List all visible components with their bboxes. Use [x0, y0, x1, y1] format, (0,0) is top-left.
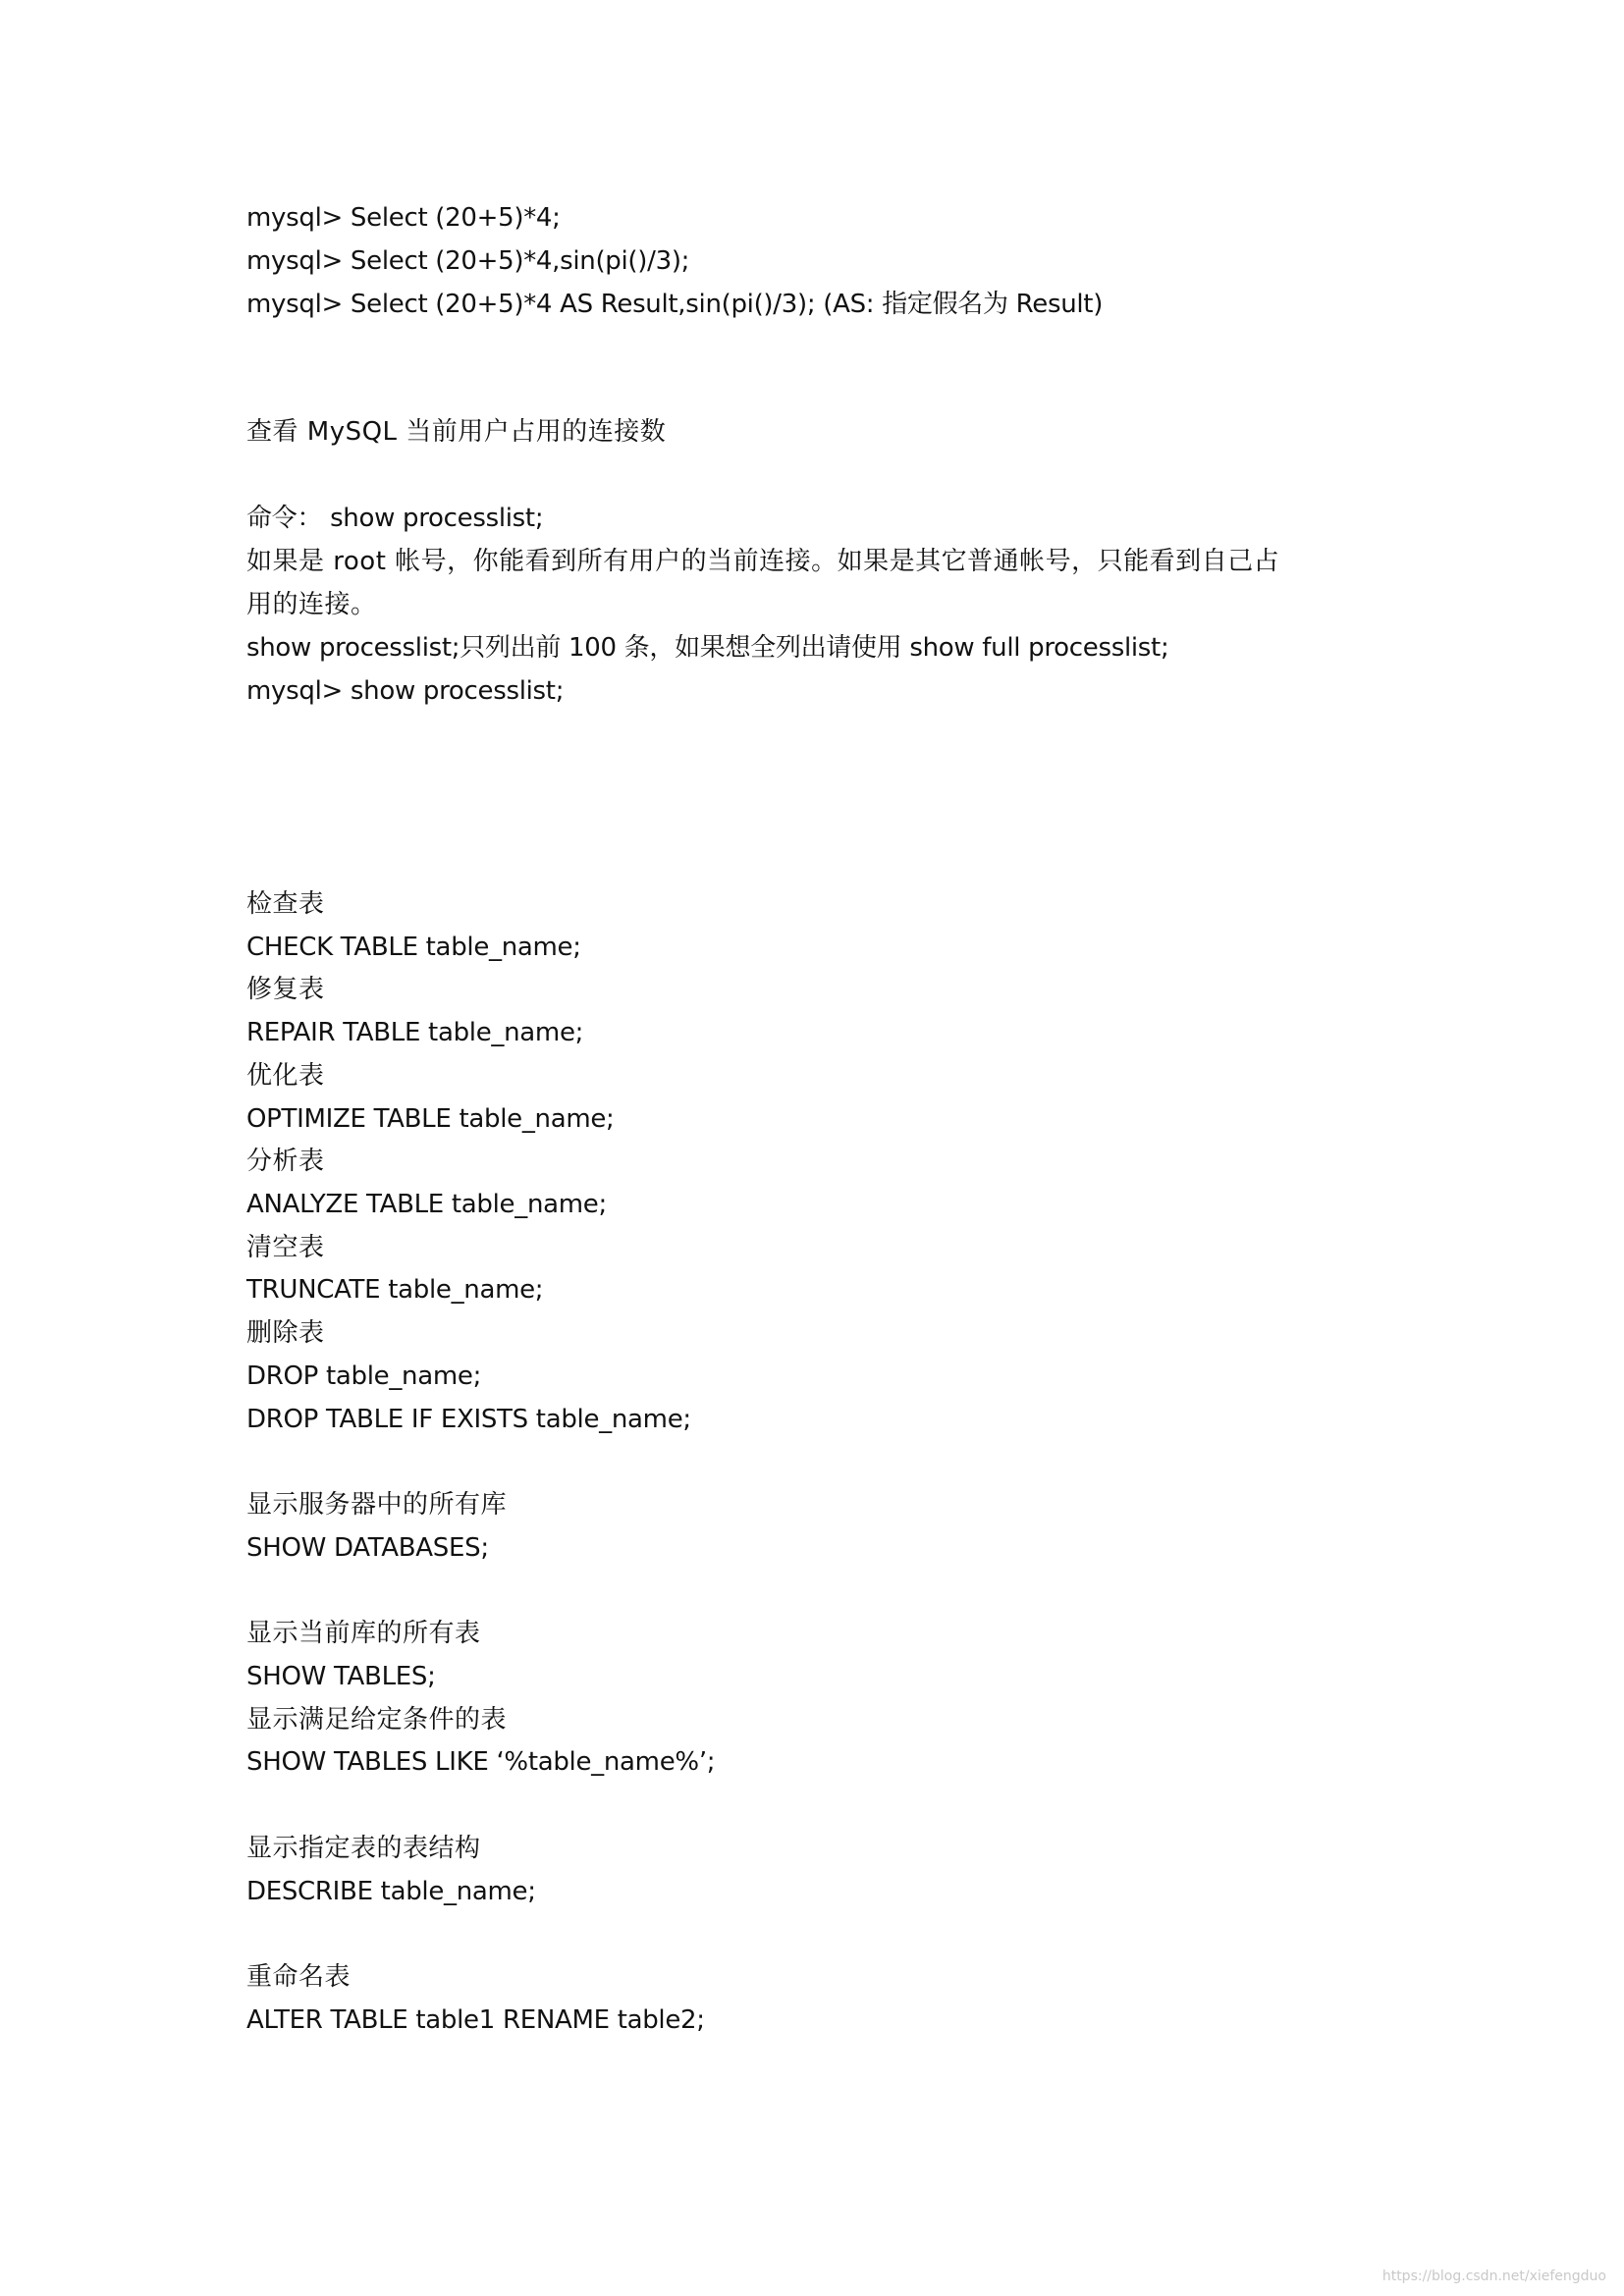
arith-line-2: mysql> Select (20+5)*4,sin(pi()/3);: [246, 246, 690, 276]
describe-label: 显示指定表的表结构: [246, 1834, 481, 1863]
show-databases-sql: SHOW DATABASES;: [246, 1533, 489, 1563]
processlist-note-3: show processlist;只列出前 100 条，如果想全列出请使用 show full processlist;: [246, 633, 1169, 663]
analyze-table-label: 分析表: [246, 1147, 325, 1176]
optimize-table-label: 优化表: [246, 1061, 325, 1091]
optimize-table-sql: OPTIMIZE TABLE table_name;: [246, 1104, 615, 1134]
drop-table-sql-1: DROP table_name;: [246, 1362, 482, 1391]
analyze-table-sql: ANALYZE TABLE table_name;: [246, 1190, 607, 1219]
check-table-sql: CHECK TABLE table_name;: [246, 933, 581, 962]
processlist-note-2: 用的连接。: [246, 590, 377, 619]
drop-table-sql-2: DROP TABLE IF EXISTS table_name;: [246, 1405, 691, 1434]
show-databases-label: 显示服务器中的所有库: [246, 1490, 508, 1520]
show-tables-like-label: 显示满足给定条件的表: [246, 1705, 508, 1735]
show-tables-like-sql: SHOW TABLES LIKE ‘%table_name%’;: [246, 1747, 716, 1777]
truncate-table-sql: TRUNCATE table_name;: [246, 1275, 544, 1305]
drop-table-label: 删除表: [246, 1318, 325, 1348]
processlist-command: 命令： show processlist;: [246, 504, 544, 533]
rename-table-label: 重命名表: [246, 1962, 352, 1992]
watermark: https://blog.csdn.net/xiefengduo: [1381, 2269, 1606, 2284]
describe-sql: DESCRIBE table_name;: [246, 1877, 536, 1906]
arith-line-1: mysql> Select (20+5)*4;: [246, 203, 561, 233]
show-tables-sql: SHOW TABLES;: [246, 1662, 436, 1691]
check-table-label: 检查表: [246, 889, 325, 919]
arith-line-3: mysql> Select (20+5)*4 AS Result,sin(pi()/3); (AS: 指定假名为 Result): [246, 290, 1104, 319]
repair-table-sql: REPAIR TABLE table_name;: [246, 1018, 584, 1047]
show-tables-label: 显示当前库的所有表: [246, 1619, 481, 1648]
rename-table-sql: ALTER TABLE table1 RENAME table2;: [246, 2005, 705, 2035]
processlist-note-1: 如果是 root 帐号，你能看到所有用户的当前连接。如果是其它普通帐号，只能看到自己占: [246, 547, 1280, 576]
truncate-table-label: 清空表: [246, 1233, 325, 1262]
repair-table-label: 修复表: [246, 975, 325, 1004]
processlist-example: mysql> show processlist;: [246, 676, 565, 706]
processlist-heading: 查看 MySQL 当前用户占用的连接数: [246, 417, 667, 447]
